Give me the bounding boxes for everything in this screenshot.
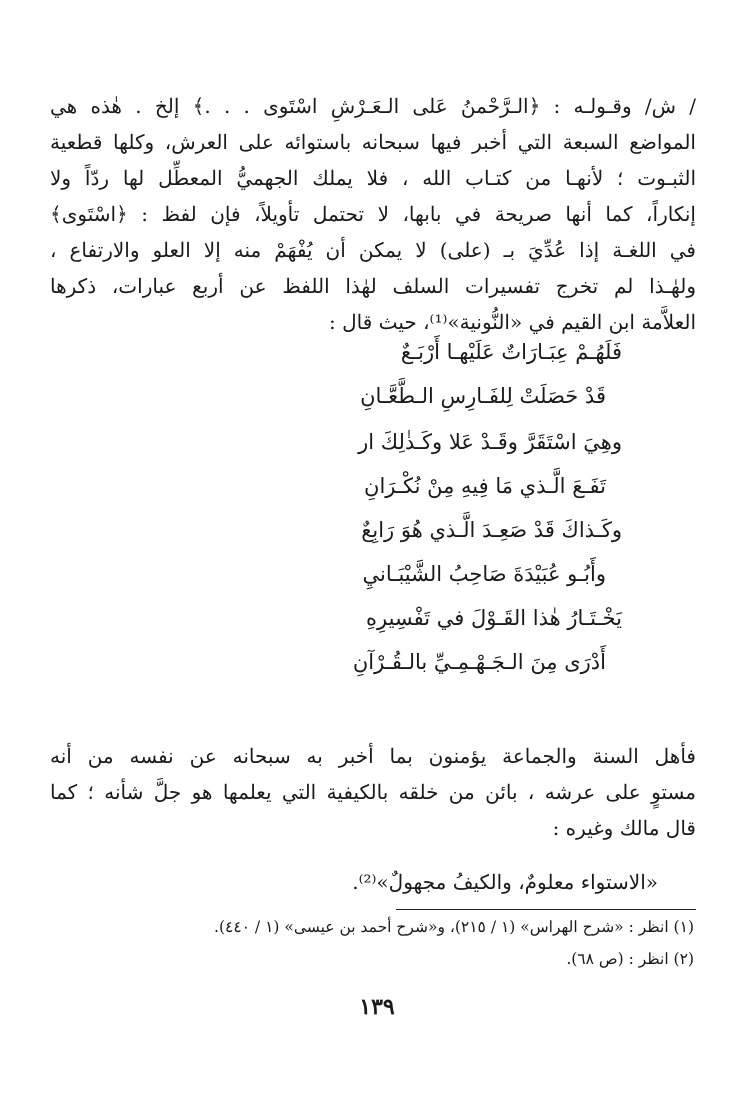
footnote: (٢) انظر : (ص ٦٨). bbox=[566, 950, 694, 968]
paragraph-line: مستوٍ على عرشه ، بائن من خلقه بالكيفية التي يعلمها هو جلَّ شأنه ؛ كما bbox=[50, 780, 696, 804]
paragraph-line: الثبـوت ؛ لأنهـا من كتـاب الله ، فلا يملك الجهميُّ المعطِّل لها ردّاً ولا bbox=[50, 166, 696, 190]
paragraph-line: إنكاراً، كما أنها صريحة في بابها، لا تحتمل تأويلاً، فإن لفظ : ﴿اسْتَوى﴾ bbox=[50, 202, 696, 226]
paragraph-line: / ش/ وقـولـه : ﴿الـرَّحْمنُ عَلى الـعَـرْشِ اسْتَوى . . .﴾ إلخ . هٰذه هي bbox=[50, 94, 696, 118]
footnote: (١) انظر : «شرح الهراس» (١ / ٢١٥)، و«شرح أحمد بن عيسى» (١ / ٤٤٠). bbox=[214, 918, 694, 936]
paragraph-line: قال مالك وغيره : bbox=[552, 816, 696, 840]
main-paragraph bbox=[50, 88, 696, 340]
poem-verse: فَلَهُـمْ عِبَـارَاتٌ عَلَيْهـا أَرْبَـعٌ bbox=[400, 340, 622, 364]
paragraph-line: فأهل السنة والجماعة يؤمنون بما أخبر به سبحانه عن نفسه من أنه bbox=[50, 744, 696, 768]
page-number: ١٣٩ bbox=[359, 994, 395, 1020]
poem-verse: تَفَـعَ الَّـذي مَا فِيهِ مِنْ نُكْـرَانِ bbox=[364, 474, 606, 498]
poem-verse: وكَـذاكَ قَدْ صَعِـدَ الَّـذي هُوَ رَابِعٌ bbox=[361, 518, 622, 542]
poem-verse: وهِيَ اسْتَقَرَّ وقَـدْ عَلا وكَـذٰلِكَ ار bbox=[358, 430, 622, 454]
quoted-saying: «الاستواء معلومٌ، والكيفُ مجهولٌ»⁽²⁾. bbox=[352, 870, 658, 894]
poem-verse: أَدْرَى مِنَ الـجَـهْـمِـيِّ بالـقُـرْآنِ bbox=[352, 650, 606, 674]
poem-verse: وأَبُـو عُبَيْدَةَ صَاحِبُ الشَّيْبَـانيِ bbox=[362, 562, 606, 586]
footnote-separator bbox=[396, 909, 696, 910]
closing-paragraph bbox=[50, 738, 696, 846]
paragraph-line: في اللغـة إذا عُدِّيَ بـ (على) لا يمكن أن يُفْهَمْ منه إلا العلو والارتفاع ، bbox=[50, 238, 696, 262]
poem-verse: قَدْ حَصَلَتْ لِلفَـارِسِ الـطَّعَّـانِ bbox=[360, 384, 606, 408]
poem-verse: يَخْـتَـارُ هٰذا القَـوْلَ في تَفْسِيرِهِ bbox=[366, 606, 622, 630]
paragraph-line: ولهٰـذا لم تخرج تفسيرات السلف لهٰذا اللفظ عن أربع عبارات، ذكرها bbox=[50, 274, 696, 298]
paragraph-line: المواضع السبعة التي أخبر فيها سبحانه باستوائه على العرش، وكلها قطعية bbox=[50, 130, 696, 154]
paragraph-line: العلاَّمة ابن القيم في «النُّونية»⁽¹⁾، حيث قال : bbox=[329, 310, 696, 334]
